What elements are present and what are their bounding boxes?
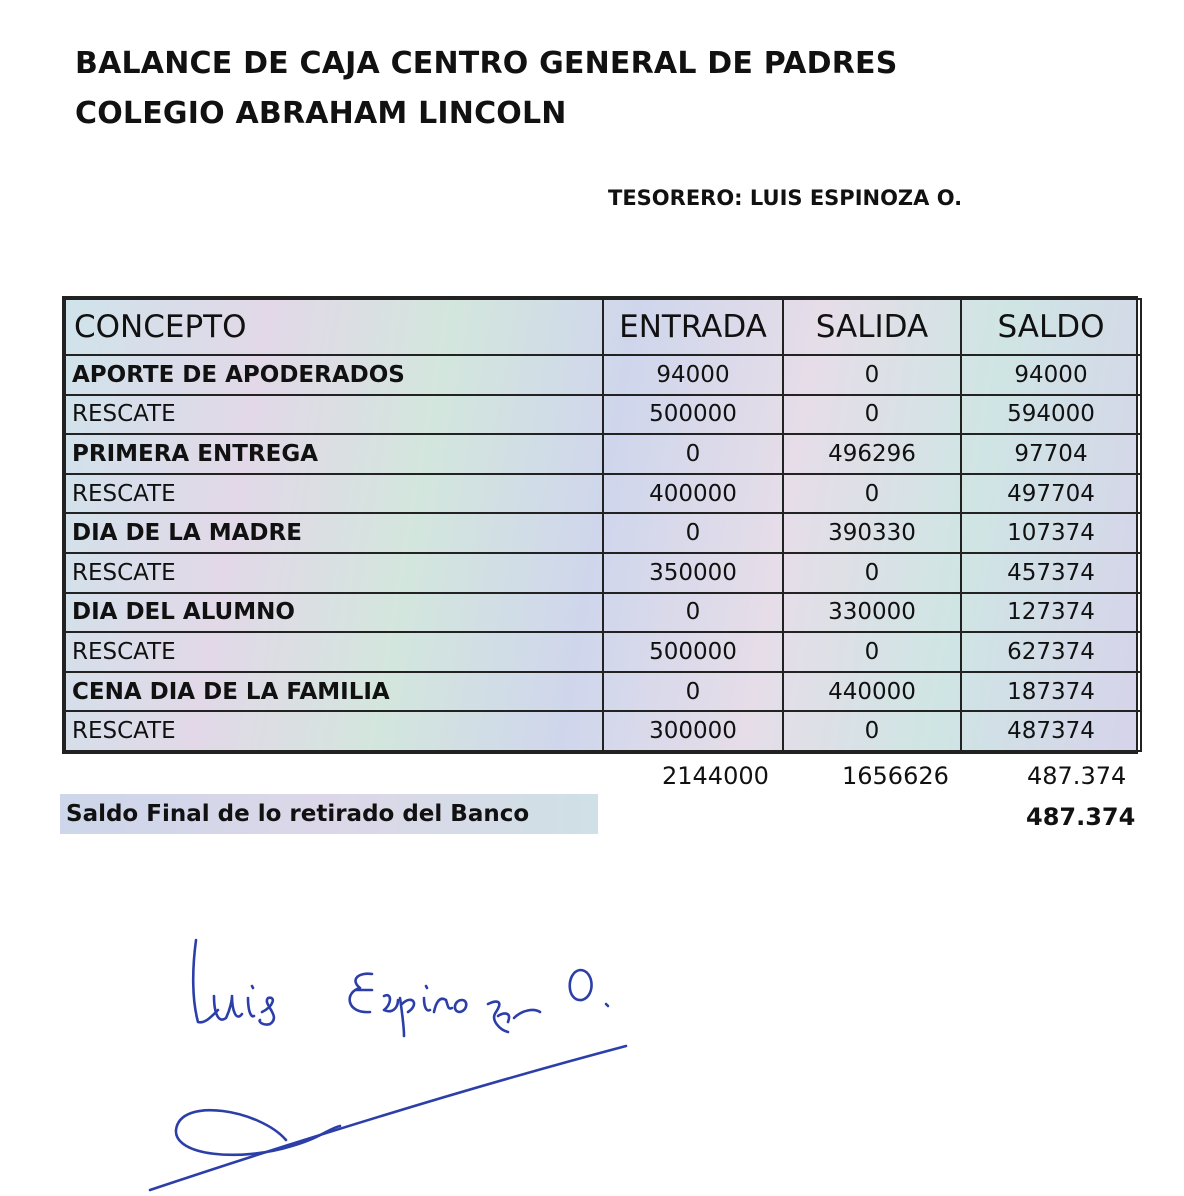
cell-salida: 496296: [783, 434, 961, 474]
cell-salida: 0: [783, 395, 961, 435]
table-row: [65, 553, 1141, 593]
table-row: [65, 355, 1141, 395]
treasurer-line: TESORERO: LUIS ESPINOZA O.: [608, 186, 963, 210]
cell-salida: 0: [783, 711, 961, 751]
total-entrada: 2144000: [662, 762, 769, 790]
cell-entrada: 0: [603, 672, 783, 712]
table-row: [65, 513, 1141, 553]
header-entrada: ENTRADA: [603, 299, 783, 355]
total-saldo: 487.374: [1027, 762, 1127, 790]
cell-entrada: 500000: [603, 632, 783, 672]
cell-entrada: 300000: [603, 711, 783, 751]
cell-concept: DIA DE LA MADRE: [65, 513, 603, 553]
cell-concept: APORTE DE APODERADOS: [65, 355, 603, 395]
cell-saldo: 594000: [961, 395, 1141, 435]
cell-saldo: 127374: [961, 593, 1141, 633]
cell-concept: RESCATE: [65, 395, 603, 435]
table-row: [65, 593, 1141, 633]
cell-salida: 0: [783, 632, 961, 672]
table-row: [65, 395, 1141, 435]
table-row: [65, 711, 1141, 751]
table-header-row: [65, 299, 1141, 355]
balance-table-container: [62, 296, 1138, 754]
table-row: [65, 632, 1141, 672]
table-body: [65, 355, 1141, 751]
cell-saldo: 457374: [961, 553, 1141, 593]
cell-entrada: 350000: [603, 553, 783, 593]
cell-entrada: 0: [603, 513, 783, 553]
cell-entrada: 0: [603, 593, 783, 633]
cell-concept: DIA DEL ALUMNO: [65, 593, 603, 633]
cell-concept: RESCATE: [65, 553, 603, 593]
balance-table: [64, 298, 1142, 752]
cell-saldo: 487374: [961, 711, 1141, 751]
cell-saldo: 627374: [961, 632, 1141, 672]
cell-salida: 0: [783, 553, 961, 593]
document-subtitle: COLEGIO ABRAHAM LINCOLN: [75, 96, 567, 131]
cell-saldo: 94000: [961, 355, 1141, 395]
cell-salida: 330000: [783, 593, 961, 633]
cell-concept: PRIMERA ENTREGA: [65, 434, 603, 474]
cell-saldo: 107374: [961, 513, 1141, 553]
cell-entrada: 500000: [603, 395, 783, 435]
cell-saldo: 497704: [961, 474, 1141, 514]
cell-saldo: 97704: [961, 434, 1141, 474]
total-salida: 1656626: [842, 762, 949, 790]
final-balance-value: 487.374: [1026, 803, 1136, 831]
cell-concept: RESCATE: [65, 711, 603, 751]
final-balance-label: Saldo Final de lo retirado del Banco: [60, 794, 598, 834]
cell-salida: 440000: [783, 672, 961, 712]
header-saldo: SALDO: [961, 299, 1141, 355]
cell-concept: CENA DIA DE LA FAMILIA: [65, 672, 603, 712]
cell-salida: 0: [783, 474, 961, 514]
cell-entrada: 400000: [603, 474, 783, 514]
cell-entrada: 0: [603, 434, 783, 474]
cell-concept: RESCATE: [65, 474, 603, 514]
table-row: [65, 434, 1141, 474]
header-salida: SALIDA: [783, 299, 961, 355]
document-title: BALANCE DE CAJA CENTRO GENERAL DE PADRES: [75, 46, 898, 81]
handwritten-signature: [0, 900, 1184, 1196]
cell-salida: 390330: [783, 513, 961, 553]
cell-concept: RESCATE: [65, 632, 603, 672]
cell-entrada: 94000: [603, 355, 783, 395]
header-concepto: CONCEPTO: [65, 299, 603, 355]
cell-saldo: 187374: [961, 672, 1141, 712]
table-row: [65, 672, 1141, 712]
cell-salida: 0: [783, 355, 961, 395]
table-row: [65, 474, 1141, 514]
